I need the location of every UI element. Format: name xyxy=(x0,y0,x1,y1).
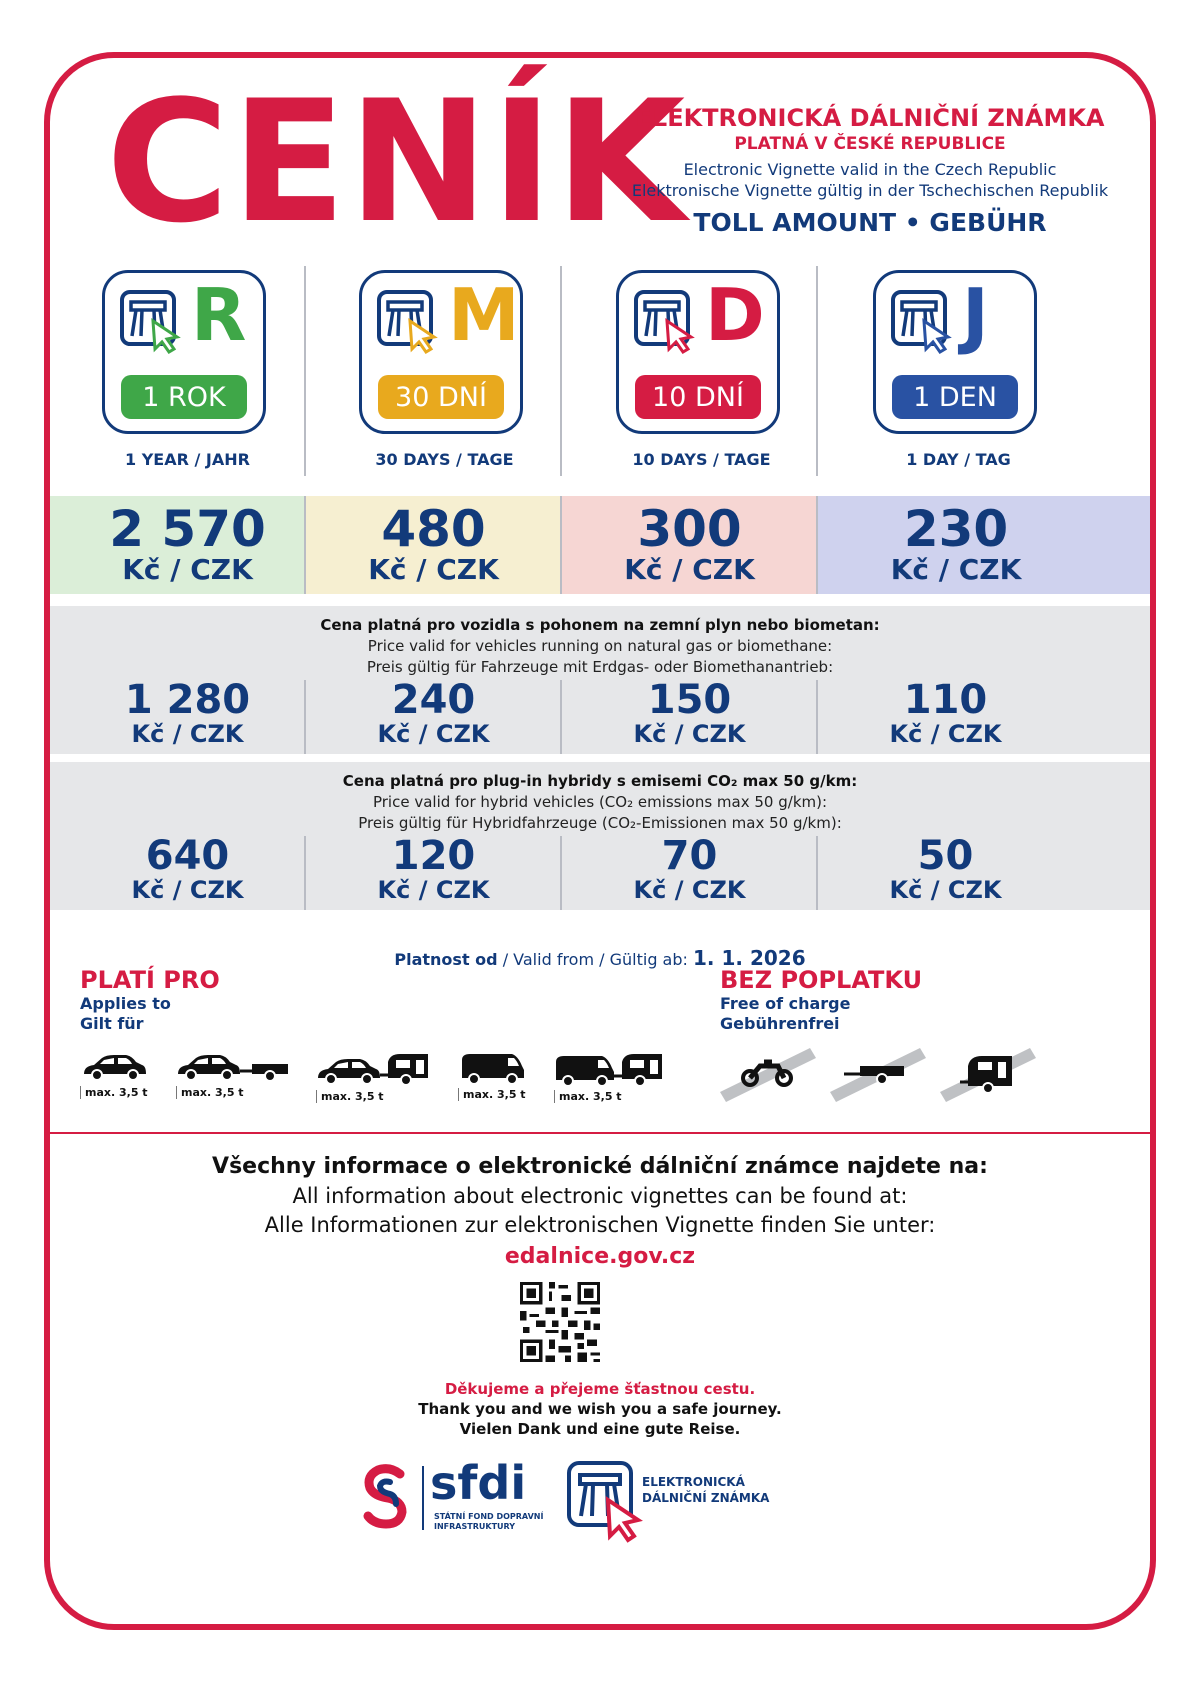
header-block xyxy=(610,104,1130,237)
price-currency: Kč / CZK xyxy=(889,720,1002,748)
trailer-icon xyxy=(830,1048,926,1104)
ticket-duration-label: 10 DAYS / TAGE xyxy=(632,450,771,469)
ticket-duration-pill: 30 DNÍ xyxy=(378,375,504,419)
vehicle-car-caravan xyxy=(316,1052,432,1103)
ticket-letter: J xyxy=(962,273,989,357)
hybrid-price-30-days: 120 xyxy=(391,833,476,879)
price-value: 230 xyxy=(903,500,1009,558)
sfdi-logo-icon xyxy=(360,1464,412,1530)
sfdi-subtitle xyxy=(434,1512,543,1532)
sfdi-wordmark: sfdi xyxy=(430,1456,527,1510)
price-currency: Kč / CZK xyxy=(131,720,244,748)
price-cell-1-day xyxy=(818,496,1150,594)
vignette-card xyxy=(102,270,266,434)
applies-de: Gilt für xyxy=(80,1014,144,1033)
section-divider xyxy=(50,1132,1150,1134)
electronic-vignette-logo-icon xyxy=(566,1460,650,1544)
validity-date: 1. 1. 2026 xyxy=(693,946,806,970)
gas-price-annual: 1 280 xyxy=(124,677,251,723)
price-currency: Kč / CZK xyxy=(889,876,1002,904)
ticket-duration-label: 1 DAY / TAG xyxy=(906,450,1011,469)
price-currency: Kč / CZK xyxy=(377,720,490,748)
free-title: BEZ POPLATKU xyxy=(720,966,923,994)
vehicle-car xyxy=(80,1052,150,1099)
ticket-annual xyxy=(50,266,325,476)
vehicle-van-caravan xyxy=(554,1052,666,1103)
column-divider xyxy=(560,266,562,476)
ticket-letter: M xyxy=(448,273,520,357)
car-icon xyxy=(80,1052,150,1084)
vehicle-car-trailer xyxy=(176,1052,290,1099)
page-title: CENÍK xyxy=(106,64,688,260)
thanks-en: Thank you and we wish you a safe journey. xyxy=(418,1400,782,1418)
vehicle-weight-label: max. 3,5 t xyxy=(80,1086,150,1099)
highway-cursor-icon xyxy=(633,289,699,355)
sfdi-subtitle-line: STÁTNÍ FOND DOPRAVNÍ xyxy=(434,1512,544,1521)
gas-price-1-day: 110 xyxy=(903,677,988,723)
vehicle-weight-label: max. 3,5 t xyxy=(316,1090,432,1103)
van-icon xyxy=(458,1052,528,1086)
thanks-cs: Děkujeme a přejeme šťastnou cestu. xyxy=(444,1380,756,1398)
price-currency: Kč / CZK xyxy=(368,553,499,586)
vehicle-weight-label: max. 3,5 t xyxy=(458,1088,528,1101)
price-cell-30-days xyxy=(306,496,561,594)
validity-label-cs: Platnost od xyxy=(394,950,498,969)
ticket-duration-label: 30 DAYS / TAGE xyxy=(375,450,514,469)
hybrid-note-de: Preis gültig für Hybridfahrzeuge (CO₂-Emissionen max 50 g/km): xyxy=(358,814,842,832)
ticket-30-days xyxy=(307,266,582,476)
website-link[interactable]: edalnice.gov.cz xyxy=(504,1244,696,1269)
header-line-cs: ELEKTRONICKÁ DÁLNIČNÍ ZNÁMKA xyxy=(635,104,1105,132)
logo-separator xyxy=(422,1466,424,1530)
ticket-duration-pill: 10 DNÍ xyxy=(635,375,761,419)
vignette-card xyxy=(873,270,1037,434)
gas-note-de: Preis gültig für Fahrzeuge mit Erdgas- oder Biomethanantrieb: xyxy=(366,658,834,676)
ticket-letter: R xyxy=(191,273,247,357)
price-currency: Kč / CZK xyxy=(377,876,490,904)
gas-price-30-days: 240 xyxy=(391,677,476,723)
info-de: Alle Informationen zur elektronischen Vignette finden Sie unter: xyxy=(264,1213,936,1237)
hybrid-note-en: Price valid for hybrid vehicles (CO₂ emissions max 50 g/km): xyxy=(372,793,828,811)
logo-text-line: DÁLNIČNÍ ZNÁMKA xyxy=(642,1491,770,1505)
vehicle-weight-label: max. 3,5 t xyxy=(554,1090,666,1103)
price-currency: Kč / CZK xyxy=(624,553,755,586)
electronic-vignette-logo-text xyxy=(642,1474,769,1506)
price-list-frame xyxy=(44,52,1156,1630)
vehicle-weight-label: max. 3,5 t xyxy=(176,1086,290,1099)
qr-code-icon[interactable] xyxy=(520,1282,600,1362)
column-divider xyxy=(816,266,818,476)
motorcycle-icon xyxy=(720,1048,816,1104)
header-toll-amount: TOLL AMOUNT • GEBÜHR xyxy=(693,208,1047,237)
header-line-cs-sub: PLATNÁ V ČESKÉ REPUBLICE xyxy=(734,134,1006,154)
gas-price-row xyxy=(50,677,1150,754)
vignette-card xyxy=(616,270,780,434)
price-value: 480 xyxy=(381,500,486,558)
info-cs: Všechny informace o elektronické dálniční známce najdete na: xyxy=(212,1154,988,1179)
vignette-card xyxy=(359,270,523,434)
caravan-icon xyxy=(940,1048,1036,1104)
hybrid-note-cs: Cena platná pro plug-in hybridy s emisemi CO₂ max 50 g/km: xyxy=(342,772,858,790)
column-divider xyxy=(304,266,306,476)
logo-text-line: ELEKTRONICKÁ xyxy=(642,1475,745,1489)
ticket-10-days xyxy=(564,266,839,476)
price-currency: Kč / CZK xyxy=(122,553,253,586)
hybrid-price-10-days: 70 xyxy=(661,833,718,879)
applies-title: PLATÍ PRO xyxy=(80,966,220,994)
price-currency: Kč / CZK xyxy=(633,720,746,748)
header-line-en: Electronic Vignette valid in the Czech Republic xyxy=(683,160,1057,179)
free-de: Gebührenfrei xyxy=(720,1014,840,1033)
price-cell-annual xyxy=(50,496,325,594)
gas-note-en: Price valid for vehicles running on natural gas or biomethane: xyxy=(367,637,833,655)
header-line-de: Elektronische Vignette gültig in der Tschechischen Republik xyxy=(631,181,1109,200)
gas-price-band xyxy=(50,606,1150,754)
price-value: 300 xyxy=(637,500,742,558)
vehicle-van xyxy=(458,1052,528,1101)
ticket-duration-label: 1 YEAR / JAHR xyxy=(125,450,250,469)
standard-price-row xyxy=(50,496,1150,594)
ticket-duration-pill: 1 ROK xyxy=(121,375,247,419)
free-subtitle xyxy=(720,994,850,1034)
free-en: Free of charge xyxy=(720,994,851,1013)
hybrid-price-row xyxy=(50,833,1150,910)
sfdi-subtitle-line: INFRASTRUKTURY xyxy=(434,1522,516,1531)
ticket-letter: D xyxy=(705,273,765,357)
highway-cursor-icon xyxy=(890,289,956,355)
price-value: 2 570 xyxy=(109,500,266,558)
van-with-caravan-icon xyxy=(554,1052,666,1088)
price-currency: Kč / CZK xyxy=(890,553,1022,586)
hybrid-price-1-day: 50 xyxy=(917,833,974,879)
ticket-1-day xyxy=(821,266,1096,476)
car-with-trailer-icon xyxy=(176,1052,290,1084)
ticket-duration-pill: 1 DEN xyxy=(892,375,1018,419)
applies-en: Applies to xyxy=(80,994,171,1013)
applies-subtitle xyxy=(80,994,171,1034)
info-en: All information about electronic vignettes can be found at: xyxy=(292,1184,908,1208)
hybrid-price-band xyxy=(50,762,1150,910)
price-currency: Kč / CZK xyxy=(633,876,746,904)
highway-cursor-icon xyxy=(119,289,185,355)
price-currency: Kč / CZK xyxy=(131,876,244,904)
car-with-caravan-icon xyxy=(316,1052,432,1088)
highway-cursor-icon xyxy=(376,289,442,355)
gas-note-cs: Cena platná pro vozidla s pohonem na zemní plyn nebo biometan: xyxy=(320,616,880,634)
hybrid-price-annual: 640 xyxy=(145,833,230,879)
thanks-de: Vielen Dank und eine gute Reise. xyxy=(459,1420,741,1438)
gas-price-10-days: 150 xyxy=(647,677,732,723)
validity-label-other: / Valid from / Gültig ab: xyxy=(497,950,693,969)
ticket-row xyxy=(50,266,1150,476)
